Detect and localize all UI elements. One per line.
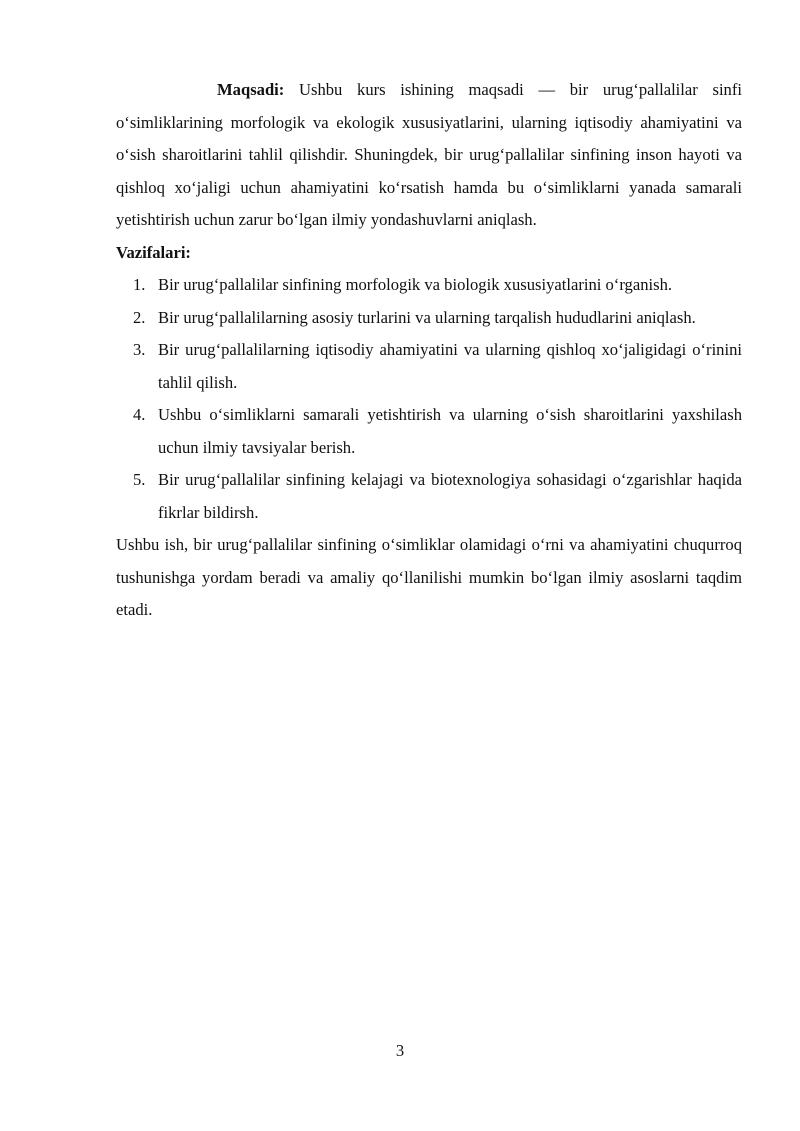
tasks-heading: Vazifalari:: [116, 242, 191, 262]
list-item-text: Ushbu o‘simliklarni samarali yetishtirish va ularning o‘sish sharoitlarini yaxshilash uchun ilmiy tavsiyalar berish.: [158, 405, 742, 457]
list-item: [116, 302, 742, 335]
purpose-text: Ushbu kurs ishining maqsadi — bir urug‘pallalilar sinfi o‘simliklarining morfologik va ekologik xususiyatlarini, ularning iqtisodiy ahamiyatini va o‘sish sharoitlarini tahlil qilishdir. Shuningdek, bir urug‘pallalilar sinfining inson hayoti va qishloq xo‘jaligi uchun ahamiyatini ko‘rsatish hamda bu o‘simliklarni yanada samarali yetishtirish uchun zarur bo‘lgan ilmiy yondashuvlarni aniqlash.: [116, 80, 742, 229]
list-item: [116, 334, 742, 399]
list-item-number: 5.: [133, 470, 146, 489]
document-page: [116, 74, 742, 627]
conclusion-paragraph: Ushbu ish, bir urug‘pallalilar sinfining o‘simliklar olamidagi o‘rni va ahamiyatini chuqurroq tushunishga yordam beradi va amaliy qo‘llanilishi mumkin bo‘lgan ilmiy asoslarni taqdim etadi.: [116, 535, 742, 619]
list-item-number: 3.: [133, 340, 146, 359]
list-item-text: Bir urug‘pallalilar sinfining kelajagi va biotexnologiya sohasidagi o‘zgarishlar haqida fikrlar bildirsh.: [158, 470, 742, 522]
list-item-number: 2.: [133, 307, 146, 327]
purpose-paragraph: [116, 74, 742, 237]
purpose-label: Maqsadi:: [217, 80, 285, 99]
list-item: [116, 464, 742, 529]
list-item-number: 4.: [133, 405, 146, 424]
list-item-number: 1.: [133, 275, 146, 294]
list-item: [116, 399, 742, 464]
list-item: [116, 269, 742, 302]
list-item-text: Bir urug‘pallalilarning iqtisodiy ahamiyatini va ularning qishloq xo‘jaligidagi o‘rinini tahlil qilish.: [158, 340, 742, 392]
page-number: 3: [395, 1041, 405, 1060]
list-item-text: Bir urug‘pallalilarning asosiy turlarini va ularning tarqalish hududlarini aniqlash.: [158, 307, 696, 327]
tasks-list: [116, 269, 742, 529]
list-item-text: Bir urug‘pallalilar sinfining morfologik va biologik xususiyatlarini o‘rganish.: [158, 275, 673, 294]
